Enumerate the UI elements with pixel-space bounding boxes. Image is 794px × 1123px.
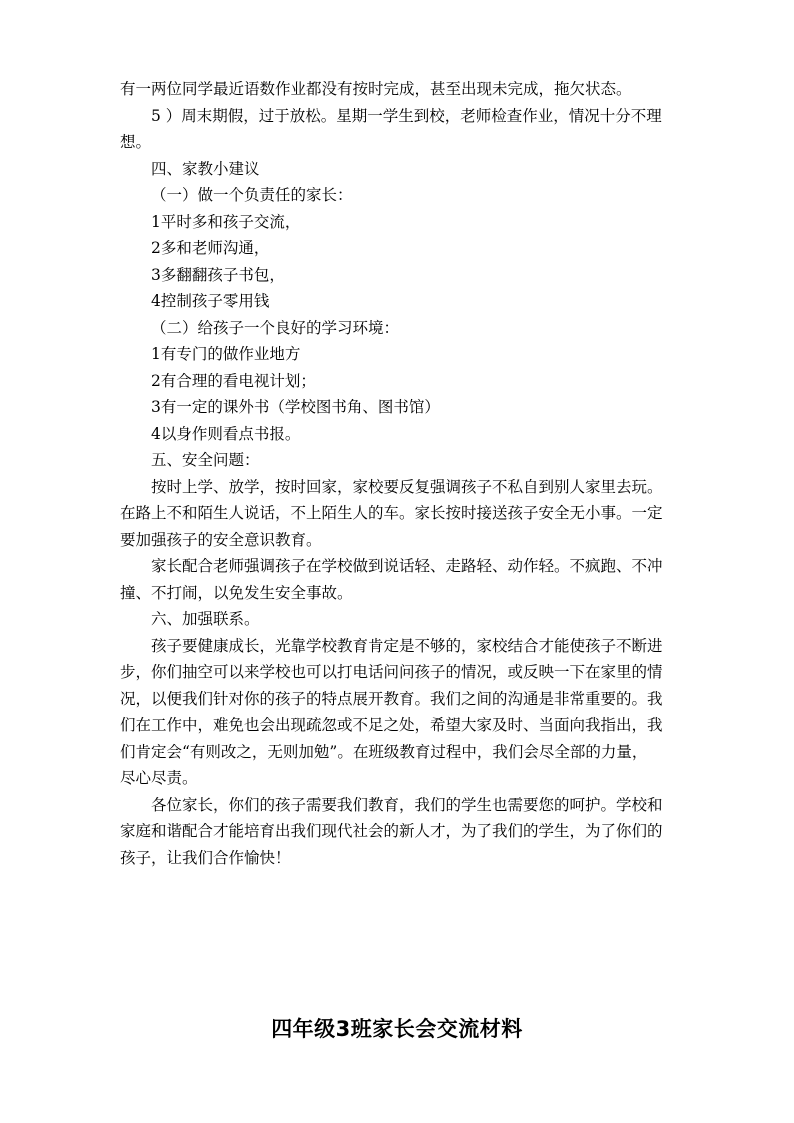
text-line: 孩子，让我们合作愉快！: [120, 848, 291, 867]
text-line: 想。: [120, 133, 152, 151]
text-line: 尽心尽责。: [120, 769, 198, 787]
list-item: 2有合理的看电视计划；: [151, 371, 316, 390]
list-item: 4控制孩子零用钱: [151, 292, 270, 310]
document-body: [120, 76, 680, 871]
text-line: 家庭和谐配合才能培育出我们现代社会的新人才，为了我们的学生，为了你们的: [120, 822, 663, 840]
text-line: 在路上不和陌生人说话，不上陌生人的车。家长按时接送孩子安全无小事。一定: [120, 504, 663, 522]
text-line: 家长配合老师强调孩子在学校做到说话轻、走路轻、动作轻。不疯跑、不冲: [151, 557, 663, 575]
list-item: 3多翻翻孩子书包，: [151, 265, 285, 284]
list-item: 4以身作则看点书报。: [151, 424, 301, 443]
text-line: 5 ）周末期假，过于放松。星期一学生到校，老师检查作业，情况十分不理: [151, 106, 662, 125]
list-item: 1平时多和孩子交流，: [151, 212, 301, 231]
text-line: 撞、不打闹，以免发生安全事故。: [120, 583, 353, 602]
text-line: 按时上学、放学，按时回家，家校要反复强调孩子不私自到别人家里去玩。: [151, 477, 663, 496]
section-heading: 六、加强联系。: [151, 610, 260, 628]
section-heading: 五、安全问题：: [151, 451, 260, 469]
section-heading: 四、家教小建议: [151, 159, 260, 178]
text-line: 们在工作中，难免也会出现疏忽或不足之处，希望大家及时、当面向我指出，我: [120, 716, 663, 734]
text-line: 们肯定会“有则改之，无则加勉”。在班级教育过程中，我们会尽全部的力量，: [120, 742, 648, 761]
subsection-heading: （一）做一个负责任的家长：: [151, 186, 353, 204]
text-line: 况，以便我们针对你的孩子的特点展开教育。我们之间的沟通是非常重要的。我: [120, 689, 663, 708]
subsection-heading: （二）给孩子一个良好的学习环境：: [151, 318, 400, 337]
text-line: 孩子要健康成长，光靠学校教育肯定是不够的，家校结合才能使孩子不断进: [151, 636, 663, 655]
list-item: 2多和老师沟通，: [151, 239, 270, 257]
text-line: 各位家长，你们的孩子需要我们教育，我们的学生也需要您的呵护。学校和: [151, 795, 663, 814]
text-line: 有一两位同学最近语数作业都没有按时完成，甚至出现未完成，拖欠状态。: [120, 80, 632, 98]
document-title: 四年级3班家长会交流材料: [271, 1017, 523, 1041]
text-line: 要加强孩子的安全意识教育。: [120, 530, 322, 549]
list-item: 1有专门的做作业地方: [151, 345, 301, 363]
text-line: 步，你们抽空可以来学校也可以打电话问问孩子的情况，或反映一下在家里的情: [120, 663, 663, 681]
list-item: 3有一定的课外书（学校图书角、图书馆）: [151, 398, 440, 416]
